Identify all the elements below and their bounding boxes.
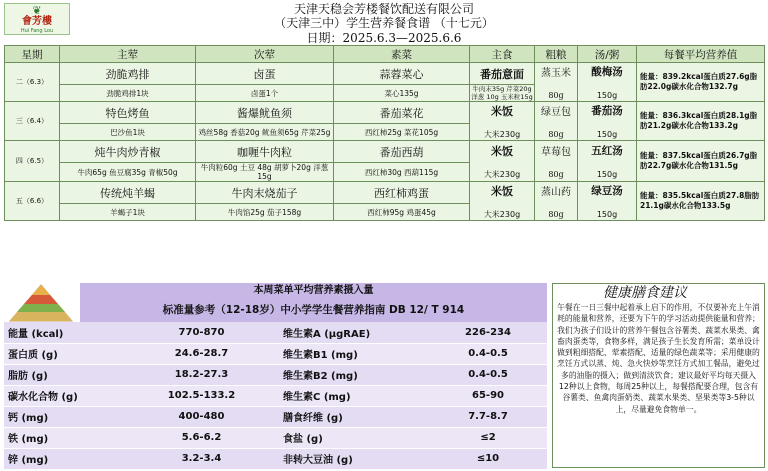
nutrition-summary: 能量：839.2kcal蛋白质27.6g脂肪22.0g碳水化合物132.7g	[637, 63, 765, 102]
veg-ingredients: 西红柿25g 菜花105g	[334, 124, 470, 141]
nutrition-summary: 能量：835.5kcal蛋白质27.8脂肪21.1g碳水化合物133.5g	[637, 182, 765, 221]
soup-name: 五红汤	[591, 145, 623, 157]
standards-row	[4, 427, 547, 448]
menu-header-row	[5, 46, 765, 63]
nutrient-label: 维生素B1 (mg)	[279, 343, 429, 364]
standards-row	[4, 406, 547, 427]
nutrient-value: 102.5-133.2	[124, 385, 279, 406]
staple-ingredients: 大米230g	[483, 129, 521, 139]
nutrient-value: 770-870	[124, 322, 279, 343]
grain-weight: 80g	[548, 210, 564, 219]
staple-ingredients: 大米230g	[483, 169, 521, 179]
nutrient-value: ≤10	[429, 448, 547, 469]
weekly-menu-table	[4, 45, 765, 221]
menu-row-dishes	[5, 63, 765, 85]
menu-row-dishes	[5, 102, 765, 124]
soup-weight: 150g	[596, 91, 618, 100]
standards-row	[4, 364, 547, 385]
staple-ingredients: 大米230g	[483, 209, 521, 219]
advice-text: 午餐在一日三餐中起着承上启下的作用，不仅要补充上午消耗的能量和营养，还要为下午的学习活动提供能量和营养；我们为孩子们设计的营养午餐包含谷薯类、蔬菜水果类、禽畜肉蛋类等，食物多样，满足孩子生长发育所需；菜单设计做到粗细搭配、荤素搭配、适量的绿色蔬菜等；采用健康的烹饪方式以蒸、炖、急火快炒等烹饪方式加工餐品，避免过多的油脂的摄入；做到清淡饮食；建议最好平均每天摄入12种以上食物，每周25种以上，每餐搭配要合理，包含有谷薯类、鱼禽肉蛋奶类、蔬菜水果类、坚果类等3-5种以上，尽量避免食物单一。	[557, 303, 760, 414]
advice-title: 健康膳食建议	[603, 285, 687, 301]
second-ingredients: 牛肉粒60g 土豆 48g 胡萝卜20g 洋葱15g	[196, 163, 334, 182]
grain-dish	[535, 102, 578, 141]
menu-row-dishes	[5, 141, 765, 163]
second-dish: 牛肉末烧茄子	[196, 182, 334, 204]
grain-name: 蒸山药	[541, 187, 571, 198]
grain-name: 草莓包	[541, 147, 571, 158]
col-second: 次荤	[196, 46, 334, 63]
staple-dish	[470, 141, 535, 182]
soup-name: 酸梅汤	[591, 66, 623, 78]
grain-weight: 80g	[548, 170, 564, 179]
nutrient-label: 膳食纤维 (g)	[279, 406, 429, 427]
nutrient-label: 锌 (mg)	[4, 448, 124, 469]
veg-ingredients: 西红柿95g 鸡蛋45g	[334, 204, 470, 221]
logo-sub: Hui Fang Lou	[20, 27, 54, 34]
veg-dish: 西红柿鸡蛋	[334, 182, 470, 204]
veg-dish: 蒜蓉菜心	[334, 63, 470, 85]
grain-dish	[535, 141, 578, 182]
soup-weight: 150g	[596, 130, 618, 139]
menu-title: （天津三中）学生营养餐食谱 （十七元）	[274, 16, 494, 30]
second-ingredients: 鸡丝58g 香菇20g 鱿鱼须65g 芹菜25g	[196, 124, 334, 141]
col-grain: 粗粮	[535, 46, 578, 63]
nutrient-value: 7.7-8.7	[429, 406, 547, 427]
second-ingredients: 牛肉馅25g 茄子158g	[196, 204, 334, 221]
grain-weight: 80g	[548, 130, 564, 139]
soup-dish	[578, 182, 637, 221]
standards-title: 本周菜单平均营养素摄入量	[80, 283, 547, 299]
soup-dish	[578, 102, 637, 141]
main-dish: 特色烤鱼	[60, 102, 196, 124]
day-label: 二（6.3）	[5, 63, 60, 102]
main-dish: 炖牛肉炒青椒	[60, 141, 196, 163]
second-dish: 酱爆鱿鱼须	[196, 102, 334, 124]
staple-name: 米饭	[491, 144, 513, 158]
nutrient-value: 400-480	[124, 406, 279, 427]
nutrient-label: 脂肪 (g)	[4, 364, 124, 385]
day-label: 四（6.5）	[5, 141, 60, 182]
nutrient-label: 维生素C (mg)	[279, 385, 429, 406]
staple-ingredients: 牛肉末35g 芹菜20g 洋葱 10g 玉米粒15g	[471, 85, 533, 101]
staple-dish: 番茄意面	[470, 63, 535, 85]
second-dish: 卤蛋	[196, 63, 334, 85]
staple-dish	[470, 102, 535, 141]
grain-weight: 80g	[548, 91, 564, 100]
veg-dish: 番茄菜花	[334, 102, 470, 124]
main-ingredients: 牛肉65g 鱼豆腐35g 青椒50g	[60, 163, 196, 182]
main-dish: 传统炖羊蝎	[60, 182, 196, 204]
nutrient-label: 碳水化合物 (g)	[4, 385, 124, 406]
day-label: 三（6.4）	[5, 102, 60, 141]
nutrient-label: 蛋白质 (g)	[4, 343, 124, 364]
nutrient-value: 24.6-28.7	[124, 343, 279, 364]
main-ingredients: 羊蝎子1块	[60, 204, 196, 221]
col-day: 星期	[5, 46, 60, 63]
veg-ingredients: 西红柿30g 西葫115g	[334, 163, 470, 182]
nutrient-label: 食盐 (g)	[279, 427, 429, 448]
nutrition-standards-table	[4, 322, 547, 470]
grain-name: 绿豆包	[541, 107, 571, 118]
soup-weight: 150g	[596, 210, 618, 219]
nutrient-label: 维生素A (μgRAE)	[279, 322, 429, 343]
staple-name: 米饭	[491, 104, 513, 118]
soup-dish	[578, 141, 637, 182]
soup-name: 绿豆汤	[591, 185, 623, 197]
nutrient-label: 能量 (kcal)	[4, 322, 124, 343]
nutrient-value: 0.4-0.5	[429, 364, 547, 385]
col-nutrition: 每餐平均营养值	[637, 46, 765, 63]
diet-advice-panel	[552, 283, 765, 468]
nutrient-value: ≤2	[429, 427, 547, 448]
day-label: 五（6.6）	[5, 182, 60, 221]
grain-name: 蒸玉米	[541, 68, 571, 79]
soup-name: 番茄汤	[591, 105, 623, 117]
date-range: 日期：2025.6.3—2025.6.6	[306, 31, 462, 45]
veg-ingredients: 菜心135g	[334, 85, 470, 102]
leaf-icon: ❦	[32, 3, 42, 17]
standards-row	[4, 385, 547, 406]
main-ingredients: 巴沙鱼1块	[60, 124, 196, 141]
main-ingredients: 劲脆鸡排1块	[60, 85, 196, 102]
nutrient-label: 维生素B2 (mg)	[279, 364, 429, 385]
nutrient-label: 钙 (mg)	[4, 406, 124, 427]
grain-dish	[535, 182, 578, 221]
standards-row	[4, 322, 547, 343]
nutrient-value: 3.2-3.4	[124, 448, 279, 469]
grain-dish	[535, 63, 578, 102]
col-soup: 汤/粥	[578, 46, 637, 63]
second-dish: 咖喱牛肉粒	[196, 141, 334, 163]
nutrient-value: 0.4-0.5	[429, 343, 547, 364]
nutrient-value: 18.2-27.3	[124, 364, 279, 385]
soup-weight: 150g	[596, 170, 618, 179]
standards-subtitle: 标准量参考（12-18岁）中小学学生餐营养指南 DB 12/ T 914	[80, 299, 547, 322]
nutrition-summary: 能量：836.3kcal蛋白质28.1g脂肪21.2g碳水化合物133.2g	[637, 102, 765, 141]
food-pyramid-icon	[6, 283, 76, 323]
staple-dish	[470, 182, 535, 221]
menu-row-dishes	[5, 182, 765, 204]
logo-name: 會芳樓	[22, 15, 52, 27]
standards-row	[4, 448, 547, 469]
nutrient-label: 铁 (mg)	[4, 427, 124, 448]
col-main: 主荤	[60, 46, 196, 63]
second-ingredients: 卤蛋1个	[196, 85, 334, 102]
nutrient-label: 非转大豆油 (g)	[279, 448, 429, 469]
staple-name: 米饭	[491, 184, 513, 198]
standards-row	[4, 343, 547, 364]
nutrition-summary: 能量：837.5kcal蛋白质26.7g脂肪22.7g碳水化合物131.5g	[637, 141, 765, 182]
company-name: 天津天稳会芳楼餐饮配送有限公司	[293, 2, 474, 16]
soup-dish	[578, 63, 637, 102]
col-veg: 素菜	[334, 46, 470, 63]
veg-dish: 番茄西葫	[334, 141, 470, 163]
main-dish: 劲脆鸡排	[60, 63, 196, 85]
nutrient-value: 5.6-6.2	[124, 427, 279, 448]
col-staple: 主食	[470, 46, 535, 63]
nutrient-value: 65-90	[429, 385, 547, 406]
nutrient-value: 226-234	[429, 322, 547, 343]
